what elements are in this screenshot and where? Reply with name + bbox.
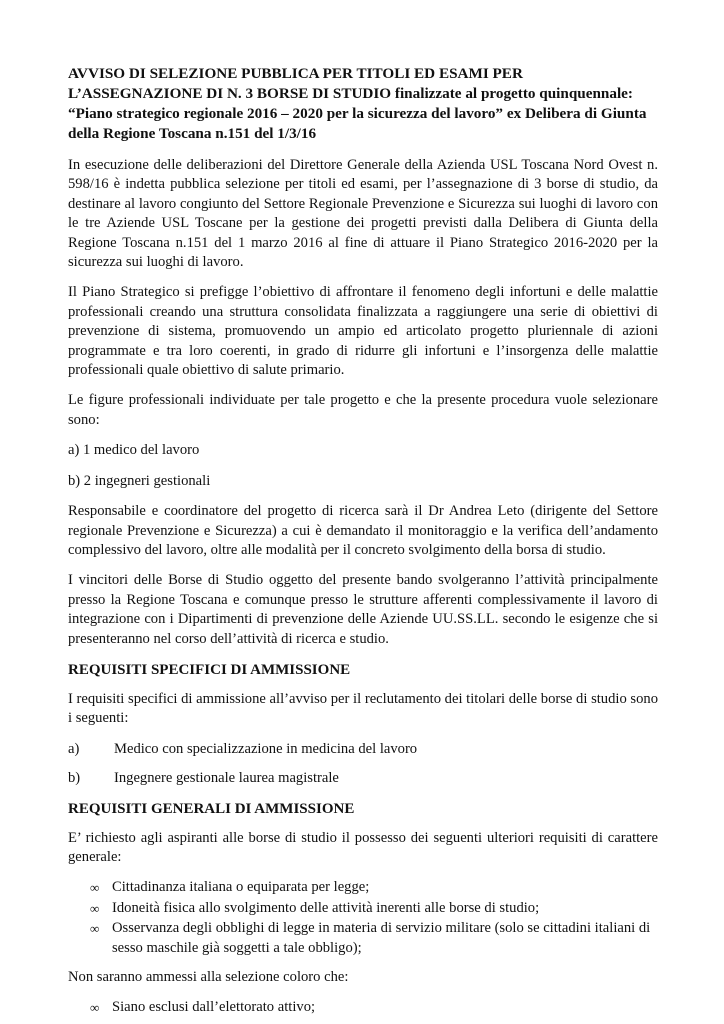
- paragraph-vincitori: I vincitori delle Borse di Studio oggetto del presente bando svolgeranno l’attività principalmente presso la Regione Toscana e comunque presso le strutture afferenti complessivamente il lavoro di integrazione con i Dipartimenti di prevenzione delle Aziende UU.SS.LL. secondo le esigenze che si presenteranno nel corso dell’attività di ricerca e studio.: [68, 572, 658, 647]
- list-item-text: Cittadinanza italiana o equiparata per legge;: [112, 879, 370, 896]
- paragraph-responsabile: Responsabile e coordinatore del progetto di ricerca sarà il Dr Andrea Leto (dirigente del Settore regionale Prevenzione e Sicurezza) a cui è demandato il monitoraggio e la verifica dell’andamento complessivo del lavoro, oltre alle modalità per il concreto svolgimento della borsa di studio.: [68, 503, 658, 558]
- requirement-item: [68, 740, 658, 759]
- list-item-text: Idoneità fisica allo svolgimento delle attività inerenti alle borse di studio;: [112, 899, 540, 916]
- requirement-label: a): [68, 740, 80, 757]
- document-title: AVVISO DI SELEZIONE PUBBLICA PER TITOLI ED ESAMI PER L’ASSEGNAZIONE DI N. 3 BORSE DI STUDIO finalizzate al progetto quinquennale: “Piano strategico regionale 2016 – 2020 per la sicurezza del lavoro” ex Delibera di Giunta della Regione Toscana n.151 del 1/3/16: [68, 65, 647, 142]
- requirement-item: [68, 769, 658, 788]
- section-specific-intro: I requisiti specifici di ammissione all’avviso per il reclutamento dei titolari delle borse di studio sono i seguenti:: [68, 690, 658, 727]
- figure-item: b) 2 ingegneri gestionali: [68, 472, 211, 489]
- exclusion-list: [68, 998, 658, 1017]
- section-general-intro: E’ richiesto agli aspiranti alle borse di studio il possesso dei seguenti ulteriori requisiti di carattere generale:: [68, 829, 658, 865]
- paragraph-intro: In esecuzione delle deliberazioni del Direttore Generale della Azienda USL Toscana Nord Ovest n. 598/16 è indetta pubblica selezione per titoli ed esami, per l’assegnazione di 3 borse di studio, da destinare al lavoro congiunto del Settore Regionale Prevenzione e Sicurezza sui luoghi di lavoro con le tre Aziende USL Toscane per la gestione dei progetti previsti dalla Delibera di Giunta della Regione Toscana n.151 del 1 marzo 2016 al fine di attuare il Piano Strategico 2016-2020 per la sicurezza sui luoghi di lavoro.: [68, 157, 658, 271]
- infinity-bullet-icon: ∞: [90, 1000, 100, 1016]
- requirement-text: Ingegnere gestionale laurea magistrale: [114, 770, 339, 787]
- list-item-text: Siano esclusi dall’elettorato attivo;: [112, 999, 316, 1016]
- section-heading-specific: REQUISITI SPECIFICI DI AMMISSIONE: [68, 661, 351, 678]
- infinity-bullet-icon: ∞: [90, 921, 100, 937]
- infinity-bullet-icon: ∞: [90, 900, 100, 916]
- paragraph-piano: Il Piano Strategico si prefigge l’obiettivo di affrontare il fenomeno degli infortuni e delle malattie professionali creando una struttura consolidata finalizzata a raggiungere una serie di obiettivi di prevenzione di sistema, promuovendo un ampio ed articolato progetto pluriennale di azioni programmate e tra loro coerenti, in grado di ridurre gli infortuni e l’insorgenza delle malattie professionali quale obiettivo di salute primario.: [68, 284, 658, 379]
- infinity-bullet-icon: ∞: [90, 880, 100, 896]
- exclusion-intro: Non saranno ammessi alla selezione coloro che:: [68, 969, 349, 985]
- figure-item: a) 1 medico del lavoro: [68, 442, 200, 459]
- paragraph-figures-intro: Le figure professionali individuate per tale progetto e che la presente procedura vuole selezionare sono:: [68, 392, 658, 428]
- list-item-text: Osservanza degli obblighi di legge in materia di servizio militare (solo se cittadini italiani di sesso maschile già soggetti a tale obbligo);: [112, 920, 651, 956]
- list-item: [90, 919, 658, 958]
- section-heading-general: REQUISITI GENERALI DI AMMISSIONE: [68, 800, 355, 817]
- list-item: [90, 998, 658, 1017]
- list-item: [90, 878, 658, 897]
- list-item: [90, 899, 658, 918]
- requirement-label: b): [68, 770, 81, 787]
- general-requirements-list: [68, 878, 658, 958]
- requirement-text: Medico con specializzazione in medicina del lavoro: [114, 740, 418, 757]
